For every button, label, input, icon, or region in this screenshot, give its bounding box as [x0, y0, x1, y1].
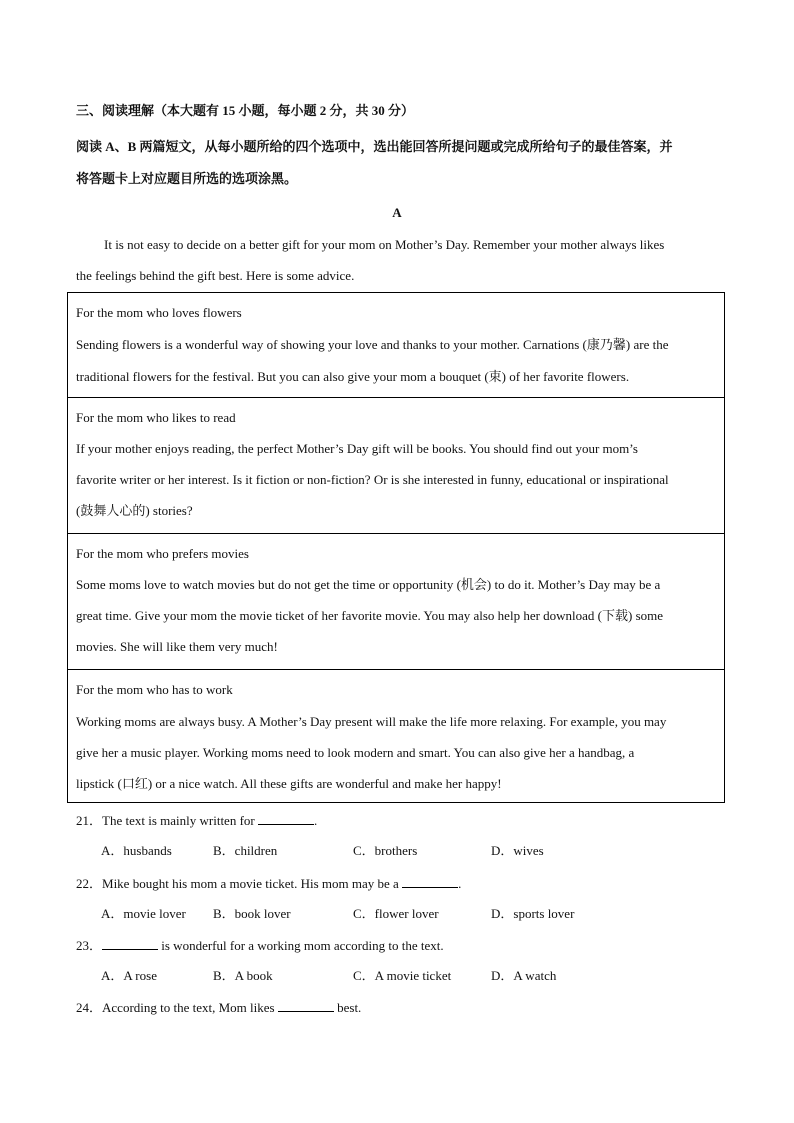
answer-blank [402, 875, 458, 888]
row-text-line: give her a music player. Working moms need to look modern and smart. You can also give her a handbag, a [76, 745, 635, 760]
option-a[interactable]: A．A rose [101, 968, 157, 983]
question-number: 21． [76, 813, 103, 828]
table-row-work [68, 669, 724, 802]
option-d[interactable]: D．A watch [491, 968, 557, 983]
section-title: 三、阅读理解（本大题有 15 小题，每小题 2 分，共 30 分） [76, 103, 415, 118]
table-row-flowers [68, 293, 724, 398]
instruction-line-1: 阅读 A、B 两篇短文，从每小题所给的四个选项中，选出能回答所提问题或完成所给句子的最佳答案，并 [76, 139, 673, 154]
row-heading: For the mom who loves flowers [76, 305, 242, 320]
question-text: According to the text, Mom likes [102, 1000, 278, 1015]
passage-title: A [392, 205, 402, 220]
question-21 [76, 812, 317, 829]
option-c[interactable]: C．A movie ticket [353, 968, 452, 983]
answer-blank [278, 999, 334, 1012]
option-b[interactable]: B．A book [213, 968, 273, 983]
question-number: 23． [76, 938, 103, 953]
question-text-end: . [313, 813, 318, 828]
row-text-line: traditional flowers for the festival. But you can also give your mom a bouquet (束) of her favorite flowers. [76, 369, 630, 384]
instruction-line-2: 将答题卡上对应题目所选的选项涂黑。 [76, 171, 298, 186]
row-text-line: If your mother enjoys reading, the perfect Mother’s Day gift will be books. You should find out your mom’s [76, 441, 638, 456]
answer-blank [102, 937, 158, 950]
row-text-line: Working moms are always busy. A Mother’s Day present will make the life more relaxing. For example, you may [76, 714, 667, 729]
table-row-movies [68, 533, 724, 670]
option-a[interactable]: A．movie lover [101, 906, 186, 921]
passage-intro-line-1: It is not easy to decide on a better gift for your mom on Mother’s Day. Remember your mother always likes [104, 237, 665, 252]
question-text-end: best. [333, 1000, 362, 1015]
question-22 [76, 875, 461, 892]
option-d[interactable]: D．wives [491, 843, 544, 858]
advice-table [67, 292, 725, 803]
option-b[interactable]: B．book lover [213, 906, 291, 921]
row-text-line: Sending flowers is a wonderful way of showing your love and thanks to your mother. Carnations (康乃馨) are the [76, 337, 669, 352]
question-number: 22． [76, 876, 103, 891]
option-b[interactable]: B．children [213, 843, 278, 858]
question-number: 24． [76, 1000, 103, 1015]
question-24 [76, 999, 361, 1016]
row-heading: For the mom who has to work [76, 682, 233, 697]
row-text-line: lipstick (口红) or a nice watch. All these gifts are wonderful and make her happy! [76, 776, 502, 791]
row-text-line: favorite writer or her interest. Is it fiction or non-fiction? Or is she interested in funny, educational or inspirational [76, 472, 669, 487]
table-row-reading [68, 397, 724, 534]
question-text: Mike bought his mom a movie ticket. His mom may be a [102, 876, 403, 891]
question-text: The text is mainly written for [102, 813, 258, 828]
option-c[interactable]: C．flower lover [353, 906, 439, 921]
option-a[interactable]: A．husbands [101, 843, 172, 858]
row-text-line: movies. She will like them very much! [76, 639, 278, 654]
passage-intro-line-2: the feelings behind the gift best. Here is some advice. [76, 268, 355, 283]
row-heading: For the mom who likes to read [76, 410, 236, 425]
row-text-line: great time. Give your mom the movie ticket of her favorite movie. You may also help her download (下载) some [76, 608, 664, 623]
option-d[interactable]: D．sports lover [491, 906, 575, 921]
question-text-end: . [458, 876, 462, 891]
row-text-line: (鼓舞人心的) stories? [76, 503, 193, 518]
row-heading: For the mom who prefers movies [76, 546, 249, 561]
option-c[interactable]: C．brothers [353, 843, 418, 858]
question-23 [76, 937, 444, 954]
row-text-line: Some moms love to watch movies but do not get the time or opportunity (机会) to do it. Mother’s Day may be a [76, 577, 661, 592]
question-text-end: is wonderful for a working mom according to the text. [158, 938, 444, 953]
answer-blank [258, 812, 314, 825]
